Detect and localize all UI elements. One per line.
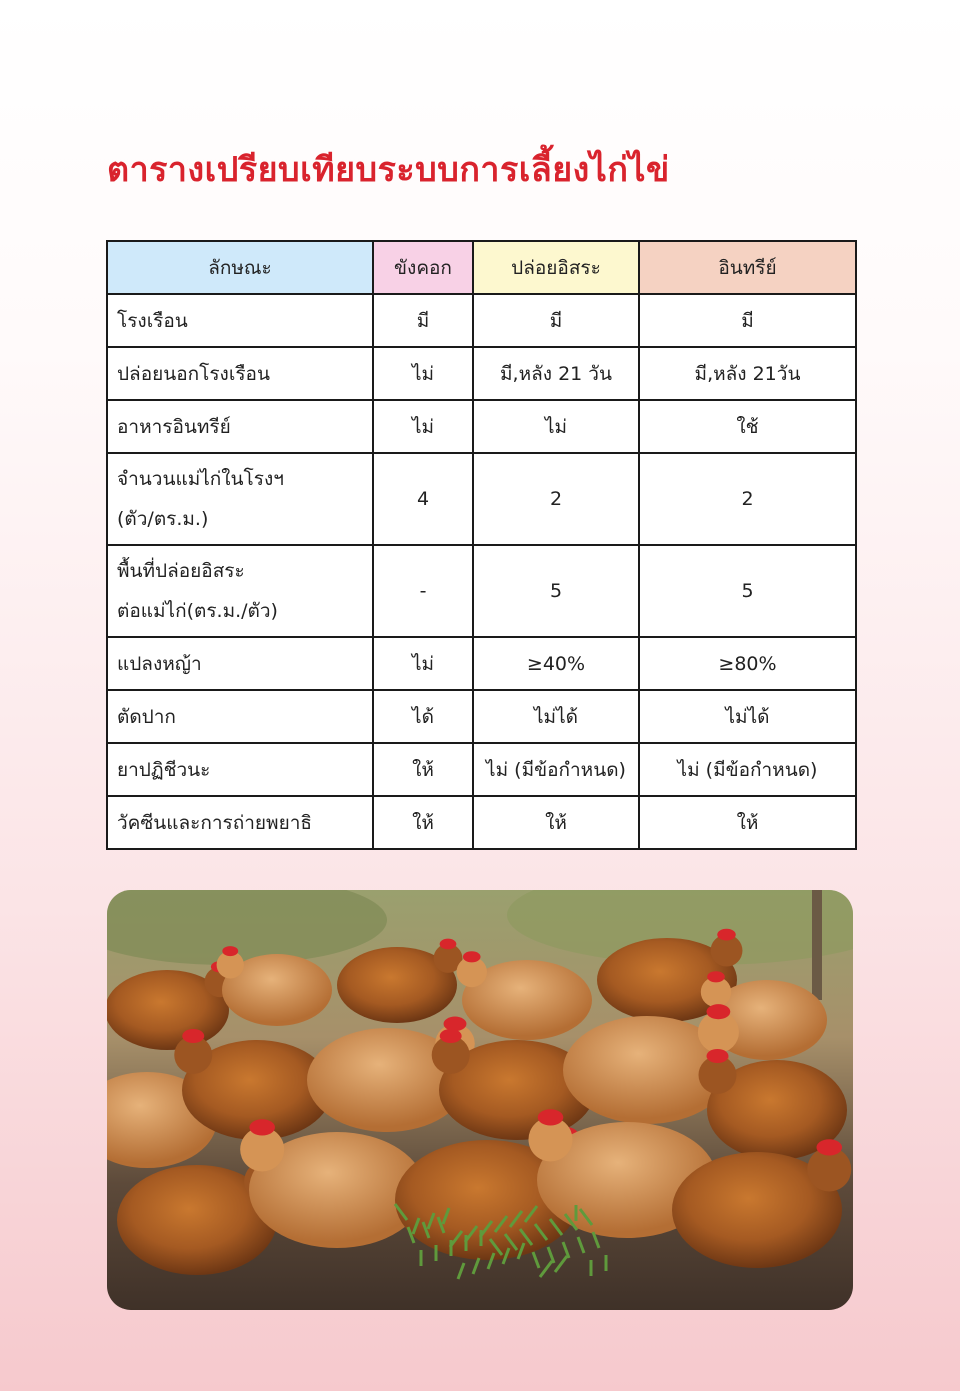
value-cell-caged: 4 — [373, 453, 473, 545]
value-cell-caged: ไม่ — [373, 347, 473, 400]
value-cell-free-range: มี,หลัง 21 วัน — [473, 347, 639, 400]
value-cell-free-range: 2 — [473, 453, 639, 545]
table-row — [107, 545, 856, 637]
feature-cell — [107, 743, 373, 796]
feature-label: (ตัว/ตร.ม.) — [117, 508, 209, 530]
value-cell-caged: ให้ — [373, 743, 473, 796]
value-cell-organic: มี,หลัง 21วัน — [639, 347, 856, 400]
value-cell-organic: ไม่ (มีข้อกำหนด) — [639, 743, 856, 796]
table-row — [107, 796, 856, 849]
feature-cell — [107, 453, 373, 545]
table-row — [107, 453, 856, 545]
value-cell-caged: ไม่ — [373, 637, 473, 690]
value-cell-free-range: 5 — [473, 545, 639, 637]
header-organic: อินทรีย์ — [639, 241, 856, 294]
value-cell-caged: ได้ — [373, 690, 473, 743]
feature-label: อาหารอินทรีย์ — [117, 415, 231, 438]
table-row — [107, 347, 856, 400]
value-cell-free-range: ให้ — [473, 796, 639, 849]
table-row — [107, 294, 856, 347]
feature-label: แปลงหญ้า — [117, 652, 202, 675]
value-cell-organic: ≥80% — [639, 637, 856, 690]
header-feature: ลักษณะ — [107, 241, 373, 294]
value-cell-free-range: ไม่ — [473, 400, 639, 453]
feature-label: จำนวนแม่ไก่ในโรงฯ — [117, 468, 284, 490]
value-cell-free-range: ไม่ได้ — [473, 690, 639, 743]
value-cell-organic: ใช้ — [639, 400, 856, 453]
header-free-range: ปล่อยอิสระ — [473, 241, 639, 294]
feature-cell — [107, 637, 373, 690]
feature-label: ต่อแม่ไก่(ตร.ม./ตัว) — [117, 600, 278, 622]
table-row — [107, 400, 856, 453]
value-cell-caged: มี — [373, 294, 473, 347]
feature-cell — [107, 294, 373, 347]
table-row — [107, 690, 856, 743]
value-cell-organic: ไม่ได้ — [639, 690, 856, 743]
value-cell-caged: ให้ — [373, 796, 473, 849]
feature-cell — [107, 347, 373, 400]
value-cell-organic: 2 — [639, 453, 856, 545]
value-cell-organic: 5 — [639, 545, 856, 637]
feature-label: วัคซีนและการถ่ายพยาธิ — [117, 811, 312, 834]
feature-label: ปล่อยนอกโรงเรือน — [117, 362, 270, 385]
value-cell-free-range: มี — [473, 294, 639, 347]
value-cell-caged: ไม่ — [373, 400, 473, 453]
feature-cell — [107, 545, 373, 637]
value-cell-free-range: ไม่ (มีข้อกำหนด) — [473, 743, 639, 796]
feature-cell — [107, 690, 373, 743]
feature-label: ยาปฏิชีวนะ — [117, 758, 211, 781]
chicken-photo — [107, 890, 853, 1310]
feature-label: โรงเรือน — [117, 309, 188, 332]
table-header-row — [107, 241, 856, 294]
table-row — [107, 743, 856, 796]
feature-cell — [107, 796, 373, 849]
value-cell-organic: ให้ — [639, 796, 856, 849]
page-title: ตารางเปรียบเทียบระบบการเลี้ยงไก่ไข่ — [107, 150, 670, 190]
value-cell-organic: มี — [639, 294, 856, 347]
feature-label: ตัดปาก — [117, 705, 176, 728]
value-cell-caged: - — [373, 545, 473, 637]
table-row — [107, 637, 856, 690]
header-caged: ขังคอก — [373, 241, 473, 294]
comparison-table — [106, 240, 857, 850]
feature-label: พื้นที่ปล่อยอิสระ — [117, 560, 245, 582]
value-cell-free-range: ≥40% — [473, 637, 639, 690]
feature-cell — [107, 400, 373, 453]
